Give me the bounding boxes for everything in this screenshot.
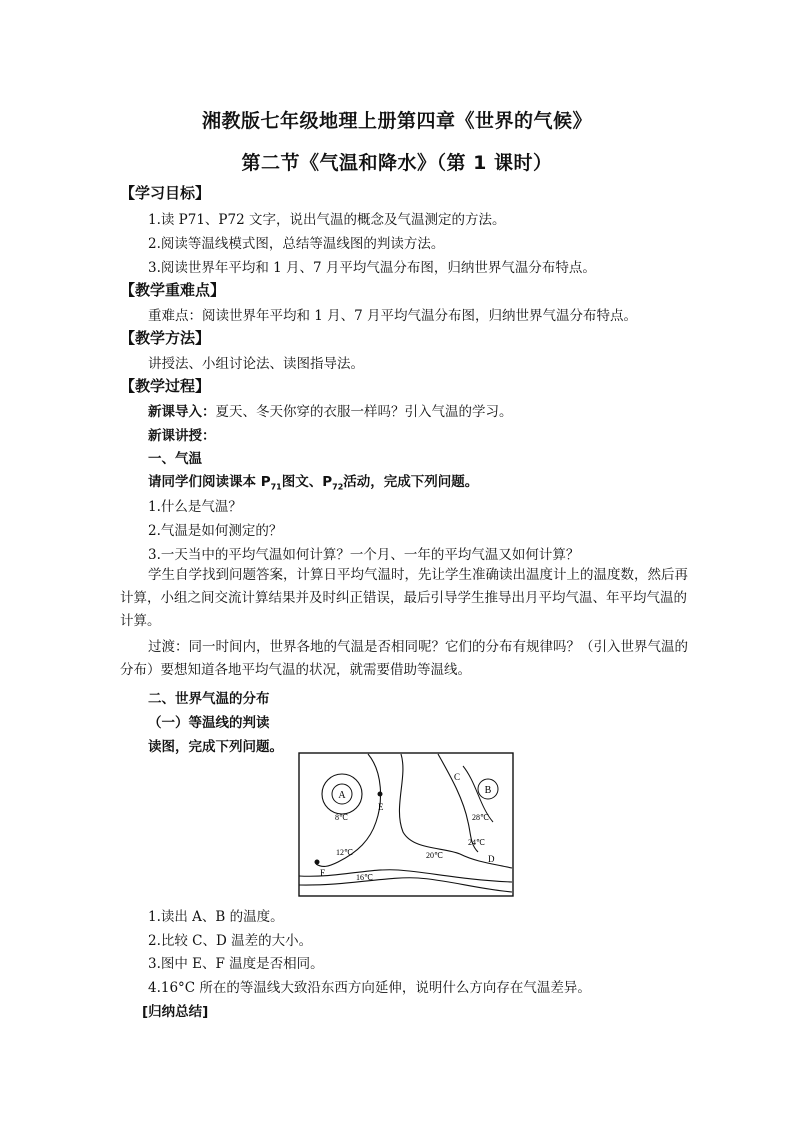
label-a: A	[338, 790, 346, 801]
prompt-text-c: 活动，完成下列问题。	[343, 474, 479, 490]
methods-heading: 【教学方法】	[120, 329, 211, 347]
part1-title: 一、气温	[148, 451, 202, 467]
document-subtitle: 第二节《气温和降水》（第 1 课时）	[241, 152, 553, 174]
point-e	[378, 792, 383, 797]
point-f	[315, 860, 320, 865]
prompt-sub-72: 72	[332, 482, 344, 492]
part2-subtitle: （一）等温线的判读	[148, 715, 270, 731]
map-frame	[299, 753, 513, 896]
label-8c: 8℃	[335, 813, 348, 822]
methods-text: 讲授法、小组讨论法、读图指导法。	[148, 356, 364, 372]
objective-item: 3.阅读世界年平均和 1 月、7 月平均气温分布图，归纳世界气温分布特点。	[148, 260, 596, 276]
label-f: F	[320, 868, 326, 878]
label-b: B	[484, 785, 492, 796]
key-points-text: 重难点：阅读世界年平均和 1 月、7 月平均气温分布图，归纳世界气温分布特点。	[148, 308, 638, 324]
question-item: 2.气温是如何测定的？	[148, 523, 283, 539]
prompt-text-a: 请同学们阅读课本 P	[148, 474, 271, 490]
transition-paragraph: 过渡：同一时间内，世界各地的气温是否相同呢？它们的分布有规律吗？（引入世界气温的分布）要想知道各地平均气温的状况，就需要借助等温线。	[120, 639, 688, 678]
prompt-sub-71: 71	[270, 482, 282, 492]
question-item: 1.什么是气温？	[148, 499, 242, 515]
question-item: 1.读出 A、B 的温度。	[148, 909, 284, 925]
objective-item: 2.阅读等温线模式图，总结等温线图的判读方法。	[148, 236, 445, 252]
prompt-text-b: 图文、P	[281, 474, 333, 490]
label-20c: 20℃	[426, 851, 443, 860]
summary-label: [归纳总结]	[142, 1004, 209, 1020]
lecture-label: 新课讲授：	[148, 428, 216, 444]
part2-title: 二、世界气温的分布	[148, 691, 270, 707]
label-d: D	[488, 854, 495, 864]
label-24c: 24℃	[468, 838, 485, 847]
objectives-heading: 【学习目标】	[120, 184, 211, 202]
intro-text: 夏天、冬天你穿的衣服一样吗？引入气温的学习。	[215, 404, 513, 420]
label-12c: 12℃	[336, 848, 353, 857]
question-item: 2.比较 C、D 温差的大小。	[148, 933, 313, 949]
key-points-heading: 【教学重难点】	[120, 281, 226, 299]
label-e: E	[378, 802, 384, 812]
intro-label: 新课导入：	[148, 404, 216, 420]
label-c: C	[454, 772, 461, 782]
label-16c: 16℃	[356, 873, 373, 882]
part1-paragraph: 学生自学找到问题答案，计算日平均气温时，先让学生准确读出温度计上的温度数，然后再计算，小组之间交流计算结果并及时纠正错误，最后引导学生推导出月平均气温、年平均气温的计算。	[120, 567, 688, 629]
question-item: 4.16°C 所在的等温线大致沿东西方向延伸，说明什么方向存在气温差异。	[148, 980, 591, 996]
part2-prompt: 读图，完成下列问题。	[148, 739, 283, 755]
document-title: 湘教版七年级地理上册第四章《世界的气候》	[201, 110, 592, 132]
question-item: 3.图中 E、F 温度是否相同。	[148, 956, 324, 972]
label-28c: 28℃	[472, 813, 489, 822]
part1-prompt	[148, 470, 478, 492]
process-heading: 【教学过程】	[120, 377, 211, 395]
intro-line	[148, 400, 513, 420]
question-item: 3.一天当中的平均气温如何计算？一个月、一年的平均气温又如何计算？	[148, 547, 580, 563]
objective-item: 1.读 P71、P72 文字，说出气温的概念及气温测定的方法。	[148, 212, 506, 228]
isotherm-map	[298, 752, 514, 897]
